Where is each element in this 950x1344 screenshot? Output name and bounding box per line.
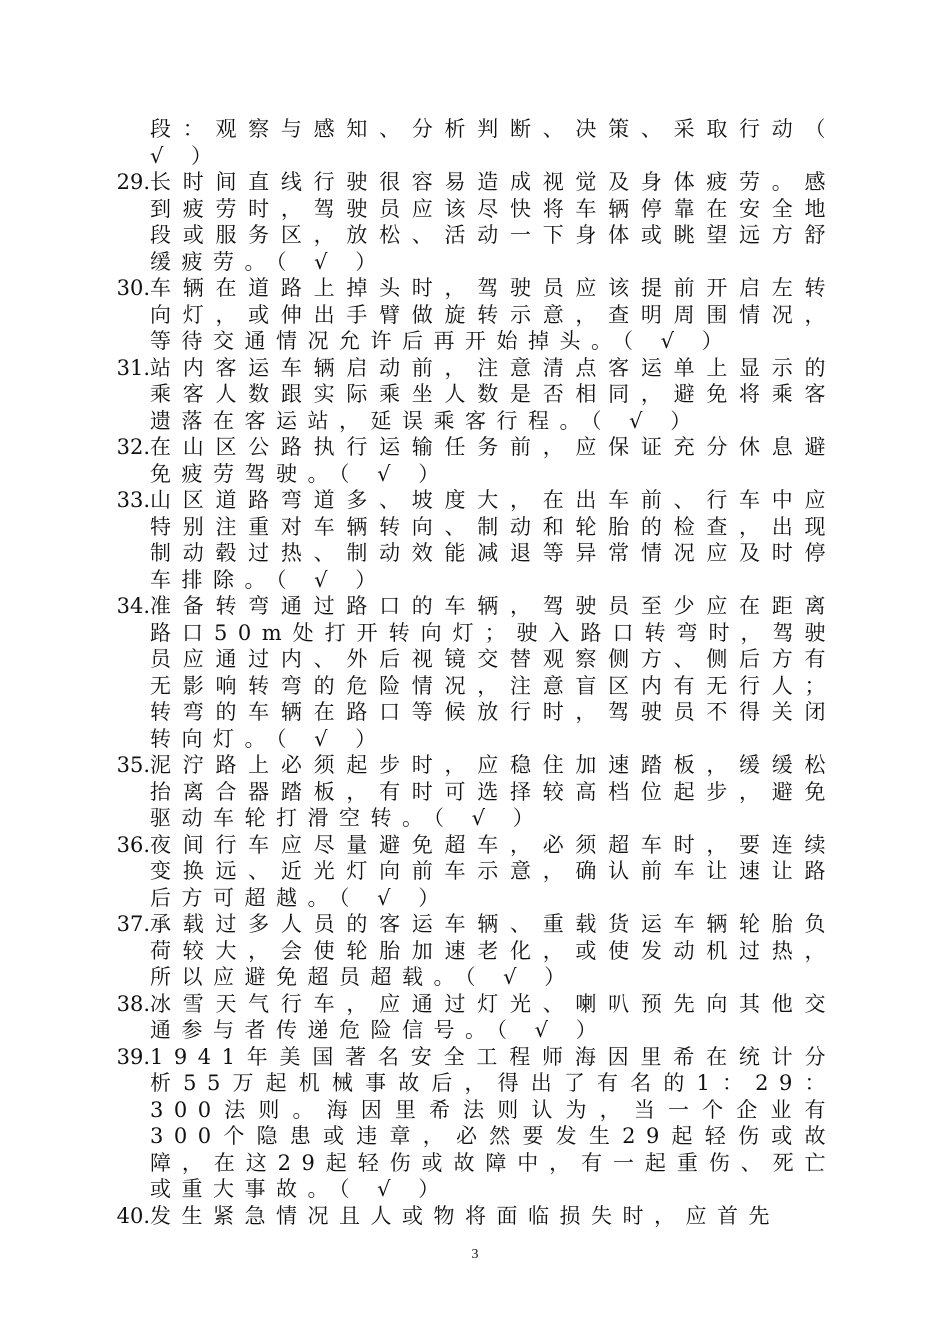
list-item (112, 832, 836, 912)
item-text: 车辆在道路上掉头时，驾驶员应该提前开启左转向灯，或伸出手臂做旋转示意，查明周围情况，等待交通情况允许后再开始掉头。（ √ ） (150, 276, 836, 353)
item-text: 1941年美国著名安全工程师海因里希在统计分析55万起机械事故后，得出了有名的1：29：300法则。海因里希法则认为，当一个企业有300个隐患或违章，必然要发生29起轻伤或故障，在这29起轻伤或故障中，有一起重伤、死亡或重大事故。（ √ ） (150, 1044, 836, 1201)
list-item (112, 1203, 826, 1230)
item-number: 31. (116, 355, 150, 380)
question-list (112, 116, 836, 1229)
list-item (112, 593, 836, 752)
item-number: 32. (116, 435, 150, 459)
page-number: 3 (471, 1247, 479, 1262)
item-text: 泥泞路上必须起步时，应稳住加速踏板，缓缓松抬离合器踏板，有时可选择较高档位起步，避免驱动车轮打滑空转。（ √ ） (150, 753, 836, 830)
item-number: 40. (116, 1203, 150, 1228)
list-item (112, 434, 836, 487)
item-text: 段：观察与感知、分析判断、决策、采取行动（ √ ） (150, 117, 836, 168)
list-item (112, 355, 836, 435)
items-container (112, 169, 836, 1229)
item-number: 33. (116, 488, 150, 512)
item-text: 长时间直线行驶很容易造成视觉及身体疲劳。感到疲劳时，驾驶员应该尽快将车辆停靠在安全地段或服务区，放松、活动一下身体或眺望远方舒缓疲劳。（ √ ） (150, 170, 836, 274)
list-item (112, 752, 836, 832)
item-text: 冰雪天气行车，应通过灯光、喇叭预先向其他交通参与者传递危险信号。（ √ ） (150, 991, 836, 1042)
item-text: 在山区公路执行运输任务前，应保证充分休息避免疲劳驾驶。（ √ ） (150, 435, 836, 486)
item-number: 34. (116, 594, 150, 618)
item-number: 35. (116, 753, 150, 777)
list-item (112, 911, 836, 991)
list-item (112, 275, 836, 355)
item-number: 38. (116, 991, 150, 1016)
item-number: 36. (116, 832, 150, 857)
continuation-paragraph (112, 116, 836, 169)
item-number: 37. (116, 912, 150, 936)
item-text: 发生紧急情况且人或物将面临损失时，应首先 (150, 1203, 780, 1228)
item-text: 夜间行车应尽量避免超车，必须超车时，要连续变换远、近光灯向前车示意，确认前车让速让路后方可超越。（ √ ） (150, 832, 836, 910)
item-number: 39. (116, 1044, 150, 1069)
item-number: 30. (116, 276, 150, 300)
list-item (112, 487, 836, 593)
list-item (112, 1044, 836, 1203)
item-text: 站内客运车辆启动前，注意清点客运单上显示的乘客人数跟实际乘坐人数是否相同，避免将乘客遗落在客运站，延误乘客行程。（ √ ） (150, 355, 836, 433)
item-text: 承载过多人员的客运车辆、重载货运车辆轮胎负荷较大，会使轮胎加速老化，或使发动机过热，所以应避免超员超载。（ √ ） (150, 912, 836, 989)
list-item (112, 169, 836, 275)
item-text: 山区道路弯道多、坡度大，在出车前、行车中应特别注重对车辆转向、制动和轮胎的检查，出现制动毂过热、制动效能减退等异常情况应及时停车排除。（ √ ） (150, 488, 836, 592)
list-item (112, 991, 836, 1044)
item-text: 准备转弯通过路口的车辆，驾驶员至少应在距离路口50m处打开转向灯；驶入路口转弯时，驾驶员应通过内、外后视镜交替观察侧方、侧后方有无影响转弯的危险情况，注意盲区内有无行人；转弯的车辆在路口等候放行时，驾驶员不得关闭转向灯。（ √ ） (150, 594, 836, 751)
item-number: 29. (116, 170, 150, 194)
